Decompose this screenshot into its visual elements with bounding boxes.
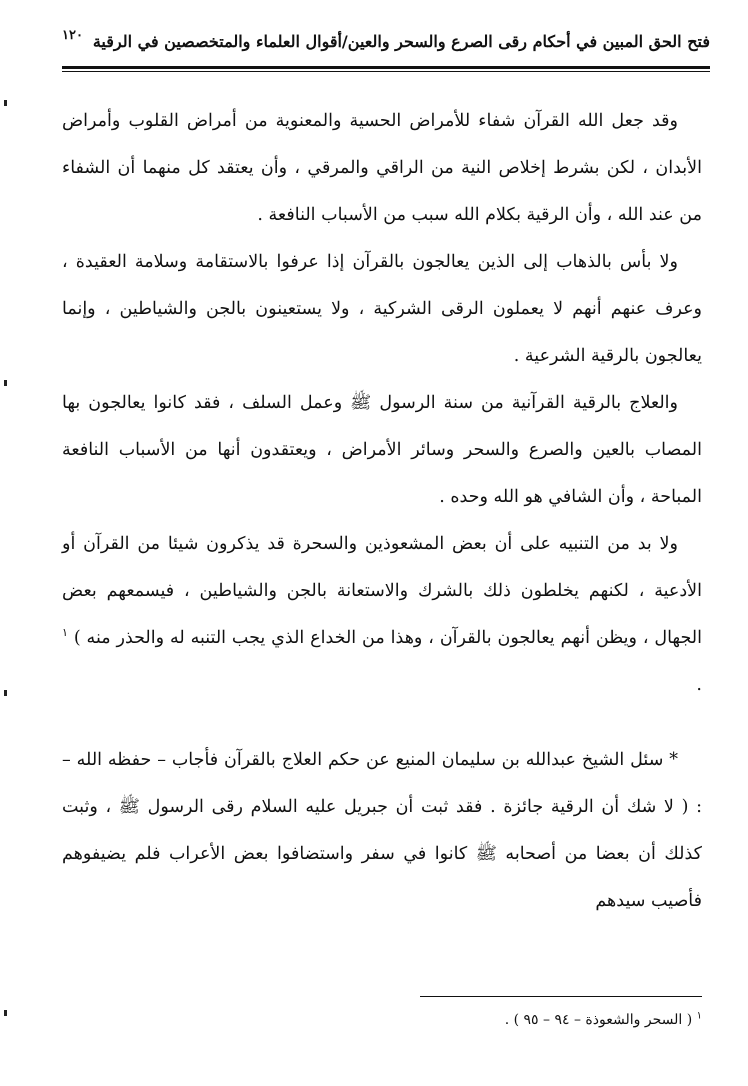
footnote-separator	[420, 996, 702, 997]
paragraph-2: ولا بأس بالذهاب إلى الذين يعالجون بالقرآن إذا عرفوا بالاستقامة وسلامة العقيدة ، وعرف عنهم أنهم لا يعملون الرقى الشركية ، ولا يستعينون بالجن والشياطين ، وإنما يعالجون بالرقية الشرعية .	[62, 252, 702, 366]
paragraph-1: وقد جعل الله القرآن شفاء للأمراض الحسية والمعنوية من أمراض القلوب وأمراض الأبدان ، لكن بشرط إخلاص النية من الراقي والمرقي ، وأن يعتقد كل منهما أن الشفاء من عند الله ، وأن الرقية بكلام الله سبب من الأسباب النافعة .	[62, 111, 702, 225]
running-header	[62, 28, 710, 62]
paragraph-4-tail: .	[696, 675, 702, 695]
paragraph-3: والعلاج بالرقية القرآنية من سنة الرسول ﷺ وعمل السلف ، فقد كانوا يعالجون بها المصاب بالعين والصرع والسحر وسائر الأمراض ، ويعتقدون أنها من الأسباب النافعة المباحة ، وأن الشافي هو الله وحده .	[62, 393, 702, 507]
header-title: فتح الحق المبين في أحكام رقى الصرع والسحر والعين/أقوال العلماء والمتخصصين في الرقية	[92, 32, 710, 51]
footnote-reference[interactable]: ١	[62, 626, 68, 640]
footnote	[62, 1010, 702, 1030]
paragraph-4	[62, 521, 702, 709]
paragraph-5: * سئل الشيخ عبدالله بن سليمان المنيع عن حكم العلاج بالقرآن فأجاب – حفظه الله – : ( لا شك أن الرقية جائزة . فقد ثبت أن جبريل عليه السلام رقى الرسول ﷺ ، وثبت كذلك أن بعضا من أصحابه ﷺ كانوا في سفر واستضافوا بعض الأعراب فلم يضيفوهم فأصيب سيدهم	[62, 750, 702, 911]
scan-edge-mark	[4, 380, 7, 386]
body-text	[62, 98, 702, 925]
scan-edge-mark	[4, 690, 7, 696]
footnote-mark: ١	[696, 1010, 702, 1022]
header-rule-thick	[62, 66, 710, 69]
scan-edge-mark	[4, 1010, 7, 1016]
scan-edge-mark	[4, 100, 7, 106]
footnote-text: ( السحر والشعوذة – ٩٤ – ٩٥ ) .	[504, 1012, 693, 1028]
page-number: ١٢٠	[62, 28, 83, 43]
header-rule-thin	[62, 71, 710, 72]
paragraph-4-text: ولا بد من التنبيه على أن بعض المشعوذين والسحرة قد يذكرون شيئا من القرآن أو الأدعية ، لكنهم يخلطون ذلك بالشرك والاستعانة بالجن والشياطين ، فيسمعهم بعض الجهال ، ويظن أنهم يعالجون بالقرآن ، وهذا من الخداع الذي يجب التنبه له والحذر منه )	[62, 534, 702, 648]
